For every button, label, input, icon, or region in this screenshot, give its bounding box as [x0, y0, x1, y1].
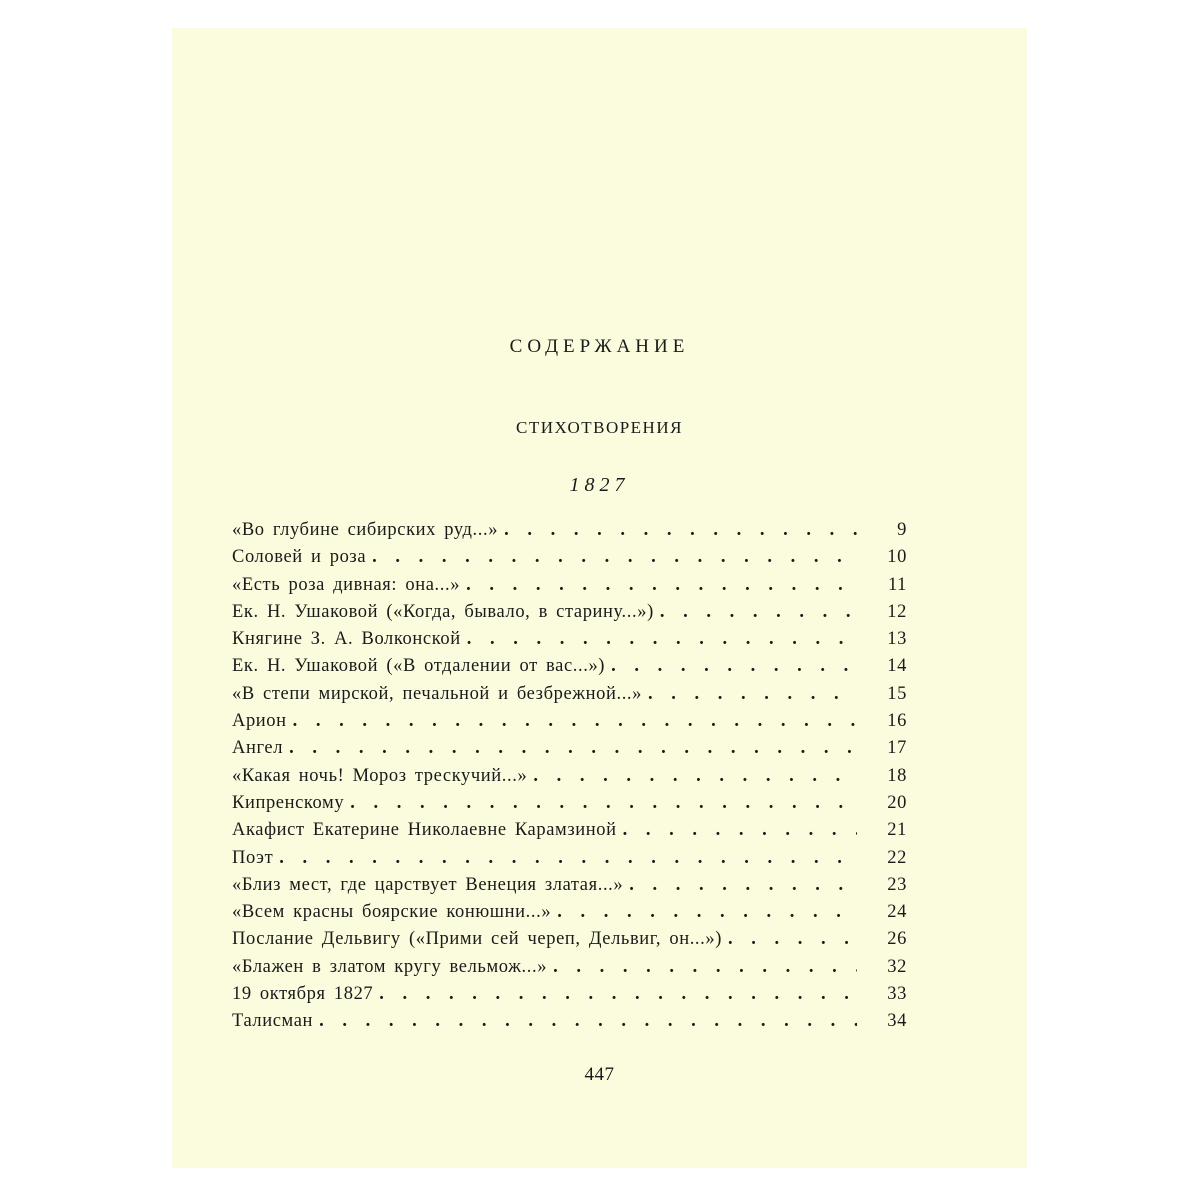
dot-leader — [728, 929, 857, 950]
toc-entry-page: 14 — [887, 656, 907, 677]
page-number: 447 — [584, 1064, 615, 1085]
dot-leader — [557, 902, 857, 923]
dot-leader — [648, 684, 857, 705]
toc-entry — [232, 602, 907, 629]
toc-entry-page: 22 — [887, 847, 907, 868]
dot-leader — [379, 984, 857, 1005]
toc-entry — [232, 766, 907, 793]
dot-leader — [623, 820, 857, 841]
toc-entry-page: 12 — [887, 601, 907, 622]
toc-entry-title: Ангел — [232, 738, 284, 759]
toc-entry-page: 33 — [887, 984, 907, 1005]
toc-entry — [232, 929, 907, 956]
toc-entry-page: 26 — [887, 929, 907, 950]
section-heading: СТИХОТВОРЕНИЯ — [516, 418, 683, 437]
toc-entry — [232, 738, 907, 765]
toc-entry-page: 21 — [887, 820, 907, 841]
toc-entry — [232, 656, 907, 683]
toc-entry-title: Кипренскому — [232, 792, 345, 813]
dot-leader — [350, 793, 857, 814]
toc-entry-page: 15 — [887, 683, 907, 704]
dot-leader — [293, 711, 857, 732]
toc-entry-page: 16 — [887, 711, 907, 732]
toc-entry-title: «Близ мест, где царствует Венеция златая...» — [232, 874, 624, 895]
dot-leader — [660, 602, 857, 623]
toc-entry-title: Послание Дельвигу («Прими сей череп, Дельвиг, он...») — [232, 929, 722, 950]
dot-leader — [466, 575, 857, 596]
toc-entry-page: 20 — [887, 792, 907, 813]
toc-entry — [232, 984, 907, 1011]
toc-entry-page: 13 — [887, 629, 907, 650]
table-of-contents — [232, 520, 907, 1039]
toc-entry — [232, 820, 907, 847]
toc-entry-title: «Блажен в златом кругу вельмож...» — [232, 956, 548, 977]
dot-leader — [319, 1011, 857, 1032]
toc-entry-title: «В степи мирской, печальной и безбрежной...» — [232, 683, 643, 704]
toc-entry-page: 18 — [887, 765, 907, 786]
dot-leader — [372, 547, 857, 568]
toc-entry — [232, 547, 907, 574]
toc-entry — [232, 575, 907, 602]
year-heading: 1827 — [569, 474, 630, 496]
dot-leader — [611, 656, 857, 677]
toc-entry — [232, 520, 907, 547]
toc-entry — [232, 684, 907, 711]
toc-entry — [232, 711, 907, 738]
toc-entry-title: Княгине З. А. Волконской — [232, 629, 461, 650]
toc-entry — [232, 957, 907, 984]
contents-heading: СОДЕРЖАНИЕ — [509, 336, 690, 357]
dot-leader — [533, 766, 857, 787]
toc-entry — [232, 1011, 907, 1038]
dot-leader — [279, 848, 857, 869]
toc-entry-page: 23 — [887, 874, 907, 895]
toc-entry-title: Талисман — [232, 1011, 314, 1032]
dot-leader — [504, 520, 857, 541]
toc-entry — [232, 793, 907, 820]
toc-entry — [232, 875, 907, 902]
toc-entry — [232, 902, 907, 929]
dot-leader — [629, 875, 857, 896]
toc-entry-page: 24 — [887, 902, 907, 923]
toc-entry-page: 34 — [887, 1011, 907, 1032]
toc-entry-title: Арион — [232, 711, 287, 732]
toc-entry-title: «Во глубине сибирских руд...» — [232, 520, 499, 540]
toc-entry-title: Ек. Н. Ушаковой («В отдалении от вас...») — [232, 656, 606, 677]
toc-entry-page: 17 — [887, 738, 907, 759]
book-page — [172, 28, 1027, 1168]
toc-entry-page: 10 — [887, 547, 907, 568]
toc-entry-page: 11 — [887, 574, 907, 595]
toc-entry-title: 19 октября 1827 — [232, 984, 374, 1005]
toc-entry-title: «Какая ночь! Мороз трескучий...» — [232, 765, 528, 786]
toc-entry-page: 9 — [897, 520, 907, 540]
dot-leader — [553, 957, 857, 978]
toc-entry-title: Соловей и роза — [232, 547, 367, 568]
dot-leader — [289, 738, 857, 759]
toc-entry-title: Ек. Н. Ушаковой («Когда, бывало, в старину...») — [232, 601, 654, 622]
toc-entry-page: 32 — [887, 956, 907, 977]
toc-entry-title: «Всем красны боярские конюшни...» — [232, 902, 552, 923]
dot-leader — [467, 629, 857, 650]
toc-entry-title: Акафист Екатерине Николаевне Карамзиной — [232, 820, 617, 841]
toc-entry — [232, 629, 907, 656]
toc-entry — [232, 848, 907, 875]
toc-entry-title: «Есть роза дивная: она...» — [232, 574, 461, 595]
toc-entry-title: Поэт — [232, 847, 274, 868]
